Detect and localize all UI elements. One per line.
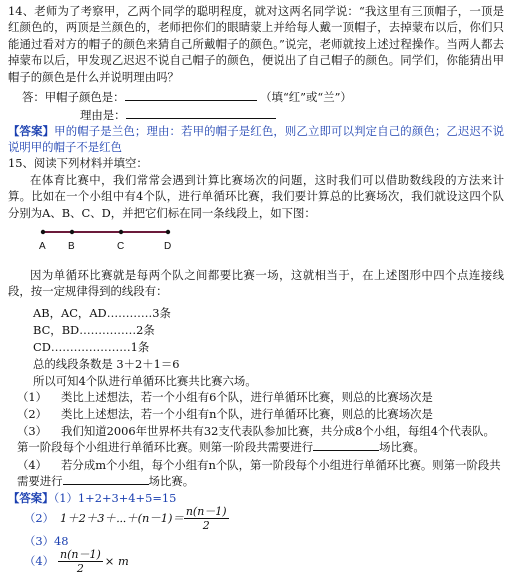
point-d (166, 230, 170, 234)
sub-q-text: 类比上述想法，若一个小组有6个队，进行单循环比赛，则总的比赛场次是 (61, 390, 433, 404)
row-dots: ………………… (50, 340, 131, 354)
sub-q-num: （4） (17, 458, 48, 472)
q15-key-4-tail: × m (104, 554, 129, 568)
q15-key-3: （3）48 (24, 534, 69, 548)
q14-text: 14、老师为了考察甲，乙两个同学的聪明程度，就对这两名同学说：“我这里有三顶帽子，一顶是红颜色的，两顶是兰颜色的，老师把你们的眼睛蒙上并给每人戴一顶帽子，去掉蒙布以后，你们只能通过看对方的帽子的颜色来猜自己所戴帽子的颜色。”说完，老师就按上述过程操作。当两人都去掉蒙布以后，甲发现乙迟迟不说自己帽子的颜色，便说出了自己帽子的颜色。同学们，你能猜出甲帽子的颜色是什么并说明理由吗？ (8, 4, 504, 84)
sub-q-text-tail: 场比赛。 (148, 474, 195, 489)
q15-key-line-4 (24, 547, 129, 575)
point-label-d: D (164, 241, 172, 252)
segment-row-3 (33, 339, 149, 355)
q15-key-line-2 (24, 504, 229, 532)
q15-paragraph-2: 因为单循环比赛就是每两个队之间都要比赛一场，这就相当于，在上述图形中四个点连接线段，按一定规律得到的线段有： (8, 268, 504, 299)
total-segments: 总的线段条数是 3＋2＋1＝6 (33, 357, 180, 371)
sub-q-text-tail: 场比赛。 (379, 440, 425, 455)
sub-q-num: （2） (17, 407, 48, 421)
sub-q-text: 类比上述想法，若一个小组有n个队，进行单循环比赛，则总的比赛场次是 (61, 407, 433, 421)
q15-key-2-fraction (184, 505, 229, 532)
segment-row-2 (33, 322, 155, 338)
row-count: 1条 (130, 340, 150, 354)
row-dots: …………… (79, 323, 137, 337)
q14-answer-hint: （填“红”或“兰”） (260, 90, 352, 104)
q15-paragraph-1: 在体育比赛中，我们常常会遇到计算比赛场次的问题，这时我们可以借助数线段的方法来计算。比如在一个小组中有4个队，进行单循环比赛，我们要计算总的比赛场次，我们就设这四个队分别为A、B、C、D，并把它们标在同一条线段上，如下图： (8, 173, 504, 220)
sub-q-num: （1） (17, 390, 48, 404)
row-label: CD (33, 340, 51, 354)
row-dots: ………… (106, 306, 153, 320)
q14-reason-label: 理由是： (80, 108, 126, 122)
q15-key-4-num: （4） (24, 554, 55, 568)
q15-intro: 15、阅读下列材料并填空： (8, 156, 148, 170)
q15-key-2-lhs: 1＋2＋3＋⋯＋(n－1)＝ (60, 511, 184, 525)
q15-key-4-fraction (58, 548, 103, 575)
point-b (70, 230, 74, 234)
q15-key-tag: 【答案】 (8, 491, 54, 505)
point-label-b: B (68, 241, 75, 252)
q14-reason-blank[interactable] (126, 106, 276, 119)
conclusion: 所以可知4个队进行单循环比赛共比赛六场。 (33, 374, 257, 388)
sub-q-text: 若分成m个小组，每个小组有n个队，第一阶段每个小组进行单循环比赛。则第一阶段共需要进行 (17, 458, 501, 489)
fraction-numerator: n(n－1) (60, 547, 101, 561)
segment-row-1 (33, 305, 171, 321)
fraction-denominator: 2 (76, 561, 84, 575)
row-label: AB，AC，AD (33, 306, 107, 320)
q14-key-text: 甲的帽子是兰色；理由：若甲的帽子是红色，则乙立即可以判定自己的颜色；乙迟迟不说说明甲的帽子不是红色 (8, 124, 504, 155)
sub-q4-blank[interactable] (63, 473, 149, 485)
sub-q3-blank[interactable] (313, 439, 379, 451)
sub-q-text: 我们知道2006年世界杯共有32支代表队参加比赛，共分成8个小组，每组4个代表队。第一阶段每个小组进行单循环比赛。则第一阶段共需要进行 (17, 424, 495, 455)
row-label: BC，BD (33, 323, 80, 337)
point-c (119, 230, 123, 234)
sub-q-num: （3） (17, 424, 48, 438)
q14-answer-line (22, 88, 352, 105)
row-count: 2条 (136, 323, 155, 337)
row-count: 3条 (152, 306, 171, 320)
q14-answer-key (8, 123, 504, 156)
q15-key-1: （1）1+2+3+4+5=15 (53, 491, 177, 505)
q14-key-tag: 【答案】 (8, 124, 55, 138)
sub-q2 (17, 406, 433, 422)
point-label-c: C (117, 241, 125, 252)
sub-q1 (17, 389, 433, 405)
point-label-a: A (39, 241, 46, 252)
point-a (41, 230, 45, 234)
fraction-denominator: 2 (202, 518, 210, 532)
segment-diagram (30, 222, 180, 254)
sub-q3 (17, 423, 504, 456)
fraction-numerator: n(n－1) (185, 504, 227, 518)
q14-reason-line (80, 106, 276, 123)
q14-answer-blank[interactable] (125, 88, 257, 101)
q15-key-2-num: （2） (24, 511, 55, 525)
q14-answer-prompt: 答：甲帽子颜色是： (22, 90, 125, 104)
sub-q4 (17, 457, 504, 490)
